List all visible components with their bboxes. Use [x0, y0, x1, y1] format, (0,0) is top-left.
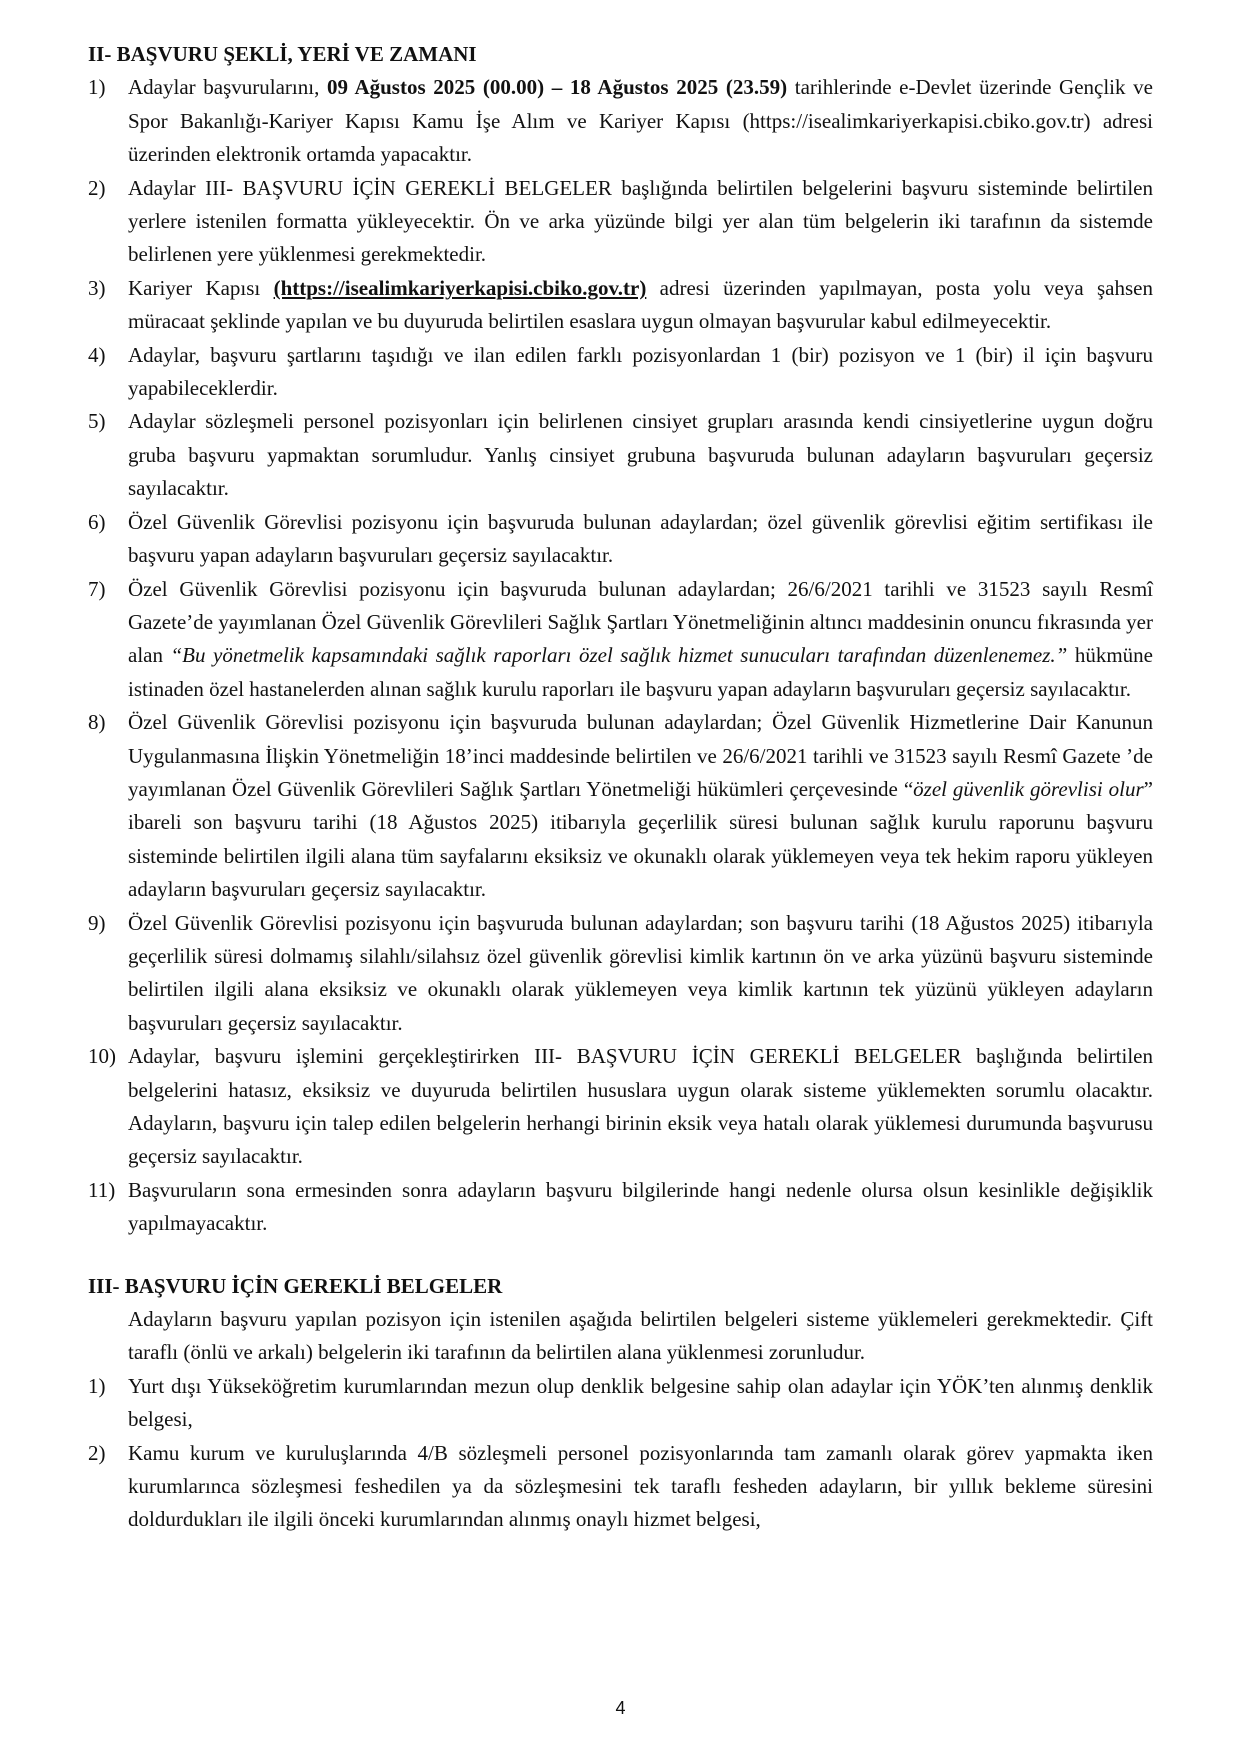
section-heading: II- BAŞVURU ŞEKLİ, YERİ VE ZAMANI — [88, 42, 477, 66]
item-number: 5) — [88, 409, 106, 434]
list-item — [88, 1370, 1153, 1437]
item-number: 6) — [88, 509, 106, 534]
item-text: tarihlerinde e-Devlet üzerinde Gençlik ve Spor Bakanlığı-Kariyer Kapısı Kamu İşe Alım ve Kariyer Kapısı (https://isealimkariyerkapisi.cbiko.gov.tr) adresi üzerinden elektronik ortamda yapacaktır. — [128, 75, 1153, 167]
required-documents-list — [88, 1370, 1153, 1537]
item-number: 11) — [88, 1177, 116, 1202]
list-item — [88, 1174, 1153, 1241]
report-phrase: özel güvenlik görevlisi olur — [913, 776, 1144, 801]
list-item — [88, 71, 1153, 171]
list-item — [88, 506, 1153, 573]
item-text: adresi üzerinden yapılmayan, posta yolu veya şahsen müracaat şeklinde yapılan ve bu duyuruda belirtilen esaslara uygun olmayan başvurular kabul edilmeyecektir. — [128, 275, 1153, 334]
list-item — [88, 339, 1153, 406]
item-number: 2) — [88, 1440, 106, 1465]
item-text: Adaylar III- BAŞVURU İÇİN GEREKLİ BELGELER başlığında belirtilen belgelerini başvuru sisteminde belirtilen yerlere istenilen formatta yükleyecektir. Ön ve arka yüzünde bilgi yer alan tüm belgelerin iki tarafının da sistemde belirlenen yere yüklenmesi gerekmektedir. — [128, 175, 1153, 267]
section-required-documents — [88, 1270, 1153, 1537]
list-item — [88, 1437, 1153, 1537]
item-text: Özel Güvenlik Görevlisi pozisyonu için başvuruda bulunan adaylardan; Özel Güvenlik Hizmetlerine Dair Kanunun Uygulanmasına İlişkin Yönetmeliğin 18’inci maddesinde belirtilen ve 26/6/2021 tarihli ve 31523 sayılı Resmî Gazete ’de yayımlanan Özel Güvenlik Görevlileri Sağlık Şartları Yönetmeliği hükümleri çerçevesinde “ — [128, 710, 1153, 801]
section-application-method — [88, 38, 1153, 1241]
application-rules-list — [88, 71, 1153, 1240]
item-number: 8) — [88, 710, 106, 735]
item-text: Adaylar, başvuru şartlarını taşıdığı ve ilan edilen farklı pozisyonlardan 1 (bir) pozisyon ve 1 (bir) il için başvuru yapabileceklerdir. — [128, 342, 1153, 401]
item-text: Adaylar sözleşmeli personel pozisyonları için belirlenen cinsiyet grupları arasında kendi cinsiyetlerine uygun doğru gruba başvuru yapmaktan sorumludur. Yanlış cinsiyet grubuna başvuruda bulunan adayların başvuruları geçersiz sayılacaktır. — [128, 409, 1153, 501]
item-text: Yurt dışı Yükseköğretim kurumlarından mezun olup denklik belgesine sahip olan adaylar için YÖK’ten alınmış denklik belgesi, — [128, 1373, 1153, 1432]
item-number: 4) — [88, 342, 106, 367]
section-heading: III- BAŞVURU İÇİN GEREKLİ BELGELER — [88, 1273, 503, 1298]
application-dates: 09 Ağustos 2025 (00.00) – 18 Ağustos 2025 (23.59) — [326, 75, 788, 100]
list-item — [88, 272, 1153, 339]
list-item — [88, 907, 1153, 1041]
list-item — [88, 405, 1153, 505]
item-number: 2) — [88, 175, 106, 200]
item-number: 3) — [88, 275, 106, 300]
item-text: Adaylar başvurularını, — [128, 75, 327, 100]
list-item — [88, 706, 1153, 906]
career-gate-link[interactable]: (https://isealimkariyerkapisi.cbiko.gov.tr) — [273, 275, 647, 300]
item-text: hükmüne istinaden özel hastanelerden alınan sağlık kurulu raporları ile başvuru yapan adayların başvuruları geçersiz sayılacaktır. — [128, 643, 1154, 701]
section-intro: Adayların başvuru yapılan pozisyon için istenilen aşağıda belirtilen belgeleri sisteme yüklemeleri gerekmektedir. Çift taraflı (önlü ve arkalı) belgelerin iki tarafının da belirtilen alana yüklenmesi zorunludur. — [128, 1307, 1153, 1365]
item-number: 1) — [88, 75, 106, 100]
item-text: ” ibareli son başvuru tarihi (18 Ağustos 2025) itibarıyla geçerlilik süresi bulunan sağlık kurulu raporunu başvuru sisteminde belirtilen ilgili alana tüm sayfalarını eksiksiz ve okunaklı olarak yüklemeyen veya tek hekim raporu yükleyen adayların başvuruları geçersiz sayılacaktır. — [128, 776, 1153, 902]
item-number: 1) — [88, 1373, 106, 1398]
item-text: Kariyer Kapısı — [128, 275, 274, 300]
item-text: Özel Güvenlik Görevlisi pozisyonu için başvuruda bulunan adaylardan; son başvuru tarihi (18 Ağustos 2025) itibarıyla geçerlilik süresi dolmamış silahlı/silahsız özel güvenlik görevlisi kimlik kartının ön ve arka yüzünü başvuru sisteminde belirtilen ilgili alana eksiksiz ve okunaklı olarak yüklemeyen veya kimlik kartının tek yüzünü yükleyen adayların başvuruları geçersiz sayılacaktır. — [128, 910, 1153, 1035]
item-number: 10) — [88, 1044, 116, 1069]
item-number: 7) — [88, 576, 106, 601]
list-item — [88, 573, 1153, 707]
page-number: 4 — [615, 1698, 626, 1718]
item-text: Özel Güvenlik Görevlisi pozisyonu için başvuruda bulunan adaylardan; 26/6/2021 tarihli ve 31523 sayılı Resmî Gazete’de yayımlanan Özel Güvenlik Görevlileri Sağlık Şartları Yönetmeliğinin altıncı maddesinin onuncu fıkrasında yer alan — [128, 576, 1153, 668]
list-item — [88, 1040, 1153, 1174]
item-text: Adaylar, başvuru işlemini gerçekleştirirken III- BAŞVURU İÇİN GEREKLİ BELGELER başlığında belirtilen belgelerini hatasız, eksiksiz ve duyuruda belirtilen hususlara uygun olarak sisteme yüklemekten sorumlu olacaktır. Adayların, başvuru için talep edilen belgelerin herhangi birinin eksik veya hatalı olarak yüklemesi durumunda başvurusu geçersiz sayılacaktır. — [128, 1044, 1153, 1169]
list-item — [88, 172, 1153, 272]
item-text: Başvuruların sona ermesinden sonra adayların başvuru bilgilerinde hangi nedenle olursa olsun kesinlikle değişiklik yapılmayacaktır. — [128, 1177, 1153, 1236]
regulation-quote: “Bu yönetmelik kapsamındaki sağlık raporları özel sağlık hizmet sunucuları tarafından düzenlenemez.” — [170, 643, 1068, 668]
item-text: Kamu kurum ve kuruluşlarında 4/B sözleşmeli personel pozisyonlarında tam zamanlı olarak görev yapmakta iken kurumlarınca sözleşmesi feshedilen ya da sözleşmesini tek taraflı fesheden adayların, bir yıllık bekleme süresini doldurdukları ile ilgili önceki kurumlarından alınmış onaylı hizmet belgesi, — [128, 1440, 1153, 1532]
item-number: 9) — [88, 910, 106, 935]
item-text: Özel Güvenlik Görevlisi pozisyonu için başvuruda bulunan adaylardan; özel güvenlik görevlisi eğitim sertifikası ile başvuru yapan adayların başvuruları geçersiz sayılacaktır. — [128, 509, 1153, 568]
